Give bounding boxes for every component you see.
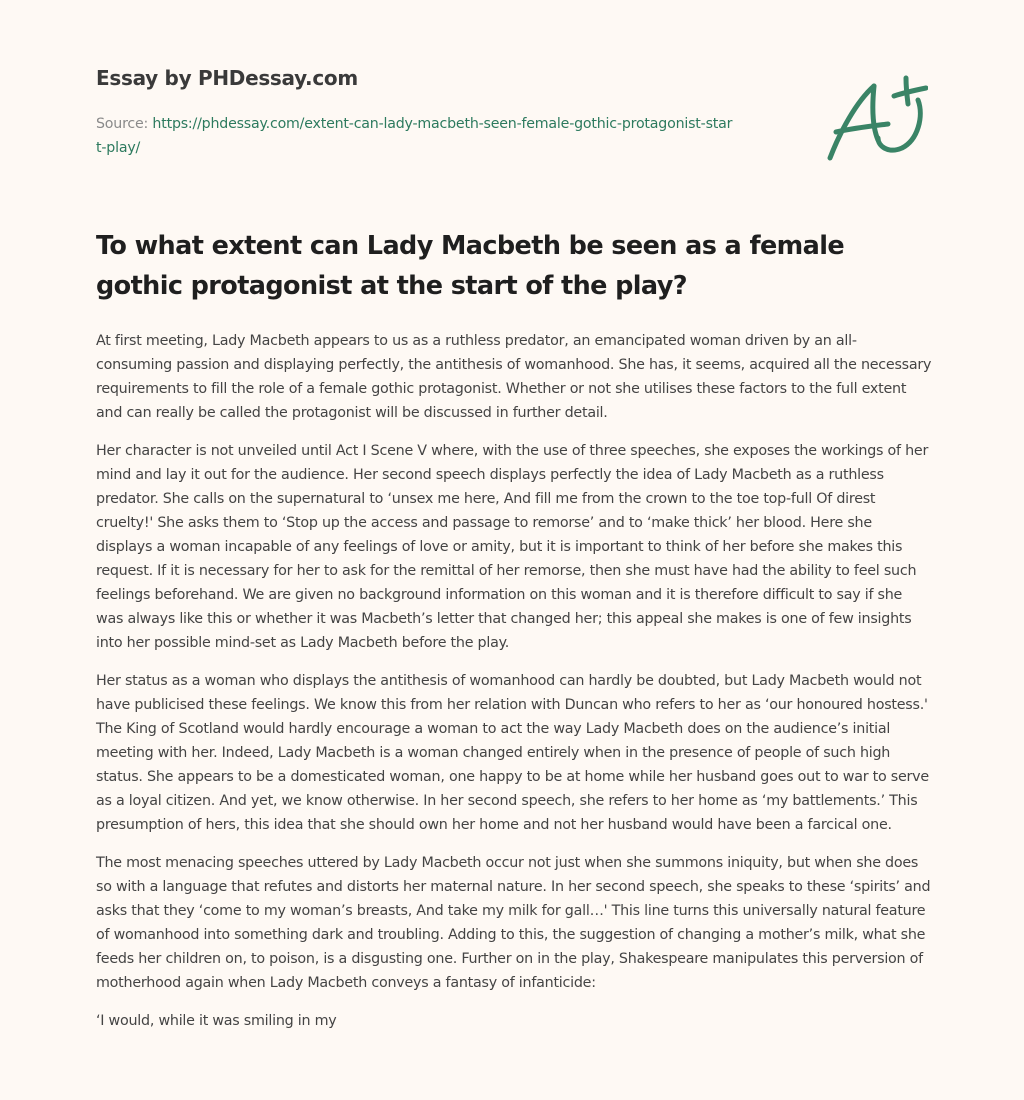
essay-body xyxy=(96,329,932,1047)
paragraph: The most menacing speeches uttered by Lady Macbeth occur not just when she summons iniquity, but when she does so with a language that refutes and distorts her maternal nature. In her second speech, she speaks to these ‘spirits’ and asks that they ‘come to my woman’s breasts, And take my milk for gall…' This line turns this universally natural feature of womanhood into something dark and troubling. Adding to this, the suggestion of changing a mother’s milk, what she feeds her children on, to poison, is a disgusting one. Further on in the play, Shakespeare manipulates this perversion of motherhood again when Lady Macbeth conveys a fantasy of infanticide: xyxy=(96,855,931,991)
essay-title: To what extent can Lady Macbeth be seen as a female gothic protagonist at the start of the play? xyxy=(96,231,845,301)
essay-page xyxy=(96,0,932,1029)
source-link[interactable]: https://phdessay.com/extent-can-lady-macbeth-seen-female-gothic-protagonist-start-play/ xyxy=(96,116,733,156)
paragraph: Her character is not unveiled until Act I Scene V where, with the use of three speeches, she exposes the workings of her mind and lay it out for the audience. Her second speech displays perfectly the idea of Lady Macbeth as a ruthless predator. She calls on the supernatural to ‘unsex me here, And fill me from the crown to the toe top-full Of direst cruelty!' She asks them to ‘Stop up the access and passage to remorse’ and to ‘make thick’ her blood. Here she displays a woman incapable of any feelings of love or amity, but it is important to think of her before she makes this request. If it is necessary for her to ask for the remittal of her remorse, then she must have had the ability to feel such feelings beforehand. We are given no background information on this woman and it is therefore difficult to say if she was always like this or whether it was Macbeth’s letter that changed her; this appeal she makes is one of few insights into her possible mind-set as Lady Macbeth before the play. xyxy=(96,443,929,651)
site-brand: Essay by PHDessay.com xyxy=(96,66,358,90)
page-header xyxy=(96,0,932,200)
source-label: Source: xyxy=(96,116,153,132)
paragraph: Her status as a woman who displays the antithesis of womanhood can hardly be doubted, but Lady Macbeth would not have publicised these feelings. We know this from her relation with Duncan who refers to her as ‘our honoured hostess.' The King of Scotland would hardly encourage a woman to act the way Lady Macbeth does on the audience’s initial meeting with her. Indeed, Lady Macbeth is a woman changed entirely when in the presence of people of such high status. She appears to be a domesticated woman, one happy to be at home while her husband goes out to war to serve as a loyal citizen. And yet, we know otherwise. In her second speech, she refers to her home as ‘my battlements.’ This presumption of hers, this idea that she should own her home and not her husband would have been a farcical one. xyxy=(96,673,929,833)
paragraph: At first meeting, Lady Macbeth appears to us as a ruthless predator, an emancipated woman driven by an all-consuming passion and displaying perfectly, the antithesis of womanhood. She has, it seems, acquired all the necessary requirements to fill the role of a female gothic protagonist. Whether or not she utilises these factors to the full extent and can really be called the protagonist will be discussed in further detail. xyxy=(96,333,932,421)
source-line xyxy=(96,112,736,160)
paragraph: ‘I would, while it was smiling in my xyxy=(96,1013,337,1029)
a-plus-grade-icon xyxy=(822,66,928,166)
